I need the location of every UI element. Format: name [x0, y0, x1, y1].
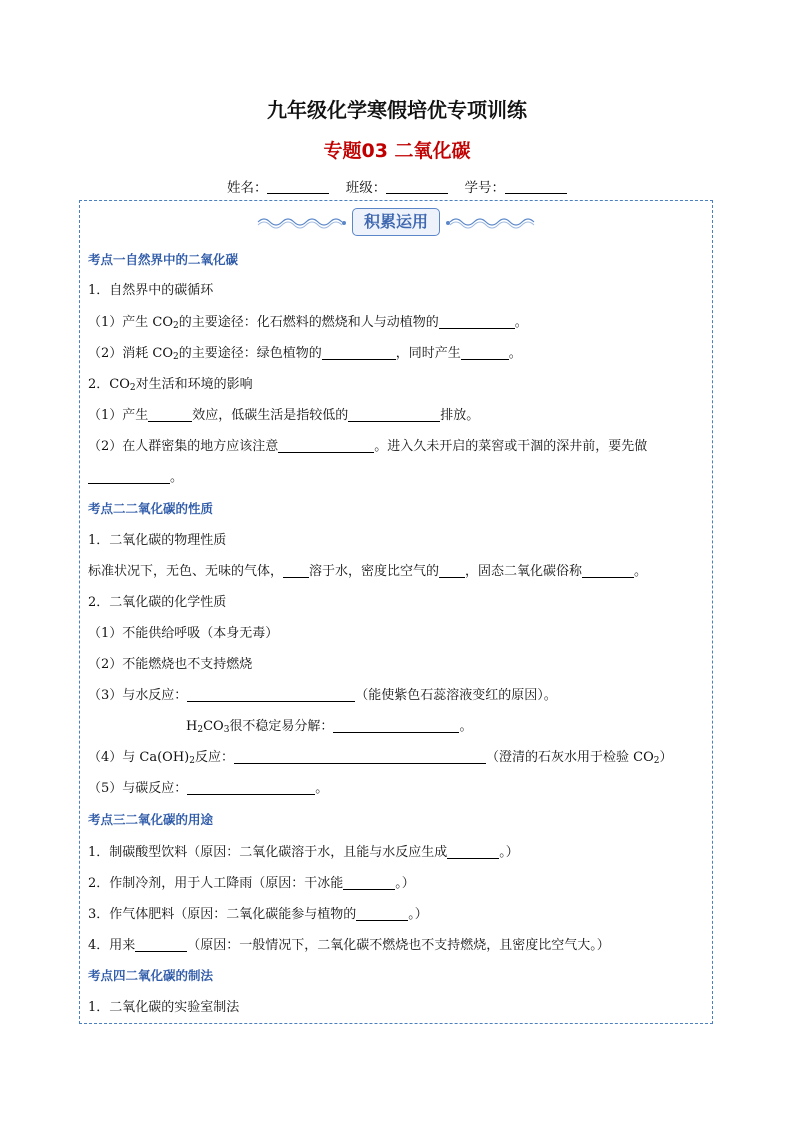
item-no-combustion: （2）不能燃烧也不支持燃烧 [88, 657, 253, 672]
student-info-row [0, 176, 794, 196]
item-limewater-reaction: （4）与 $Ca(OH)_2$反应： （澄清的石灰水用于检验 $CO_2$） [88, 750, 673, 766]
answer-blank[interactable] [333, 718, 459, 733]
item-fire-extinguish: 4．用来 （原因：一般情况下，二氧化碳不燃烧也不支持燃烧，且密度比空气大。） [88, 938, 610, 953]
answer-blank[interactable] [356, 906, 408, 921]
answer-blank[interactable] [439, 563, 465, 578]
item-co2-consumption: （2）消耗 $CO_2$的主要途径：绿色植物的 ，同时产生 。 [88, 346, 522, 362]
class-blank[interactable] [386, 180, 448, 194]
document-title: 九年级化学寒假培优专项训练 [267, 98, 527, 122]
answer-blank[interactable] [234, 749, 486, 764]
item-co2-impact: 2．$CO_2$对生活和环境的影响 [88, 377, 253, 393]
item-carbon-reaction: （5）与碳反应： 。 [88, 781, 329, 796]
section-heading-2: 考点二二氧化碳的性质 [88, 501, 214, 516]
answer-blank[interactable] [447, 844, 499, 859]
item-carbonated-drink: 1．制碳酸型饮料（原因：二氧化碳溶于水，且能与水反应生成 。） [88, 845, 519, 860]
answer-blank[interactable] [187, 780, 315, 795]
section-heading-4: 考点四二氧化碳的制法 [88, 968, 214, 983]
wave-ornament-left-icon [256, 214, 348, 230]
item-no-respiration: （1）不能供给呼吸（本身无毒） [88, 626, 279, 641]
wave-ornament-right-icon [444, 214, 536, 230]
answer-blank[interactable] [343, 875, 395, 890]
item-co2-production: （1）产生 $CO_2$的主要途径：化石燃料的燃烧和人与动植物的 。 [88, 315, 528, 331]
answer-blank[interactable] [461, 345, 509, 360]
item-physical-desc: 标准状况下，无色、无味的气体， 溶于水，密度比空气的 ，固态二氧化碳俗称 。 [88, 564, 648, 579]
section-banner [0, 208, 794, 238]
id-blank[interactable] [505, 180, 567, 194]
answer-blank[interactable] [187, 687, 355, 702]
answer-blank[interactable] [148, 407, 192, 422]
answer-blank[interactable] [582, 563, 634, 578]
answer-blank[interactable] [439, 314, 515, 329]
answer-blank[interactable] [283, 563, 309, 578]
item-crowd-safety: （2）在人群密集的地方应该注意 。进入久未开启的菜窖或干涸的深井前，要先做 [88, 439, 648, 454]
item-chemical-props: 2．二氧化碳的化学性质 [88, 595, 227, 610]
item-greenhouse: （1）产生 效应，低碳生活是指较低的 排放。 [88, 408, 480, 423]
item-crowd-safety-cont: 。 [88, 468, 710, 488]
banner-title: 积累运用 [352, 208, 440, 236]
item-carbon-cycle: 1．自然界中的碳循环 [88, 283, 214, 298]
item-gas-fertilizer: 3．作气体肥料（原因：二氧化碳能参与植物的 。） [88, 907, 428, 922]
class-label: 班级： [345, 180, 387, 196]
answer-blank[interactable] [88, 469, 170, 484]
name-label: 姓名： [226, 180, 268, 196]
section-heading-1: 考点一自然界中的二氧化碳 [88, 252, 239, 267]
item-physical-props: 1．二氧化碳的物理性质 [88, 533, 227, 548]
name-blank[interactable] [267, 180, 329, 194]
answer-blank[interactable] [322, 345, 396, 360]
item-lab-preparation: 1．二氧化碳的实验室制法 [88, 1000, 240, 1015]
answer-blank[interactable] [278, 438, 374, 453]
item-refrigerant: 2．作制冷剂，用于人工降雨（原因：干冰能 。） [88, 876, 415, 891]
id-label: 学号： [464, 180, 506, 196]
item-water-reaction: （3）与水反应： （能使紫色石蕊溶液变红的原因）。 [88, 688, 557, 703]
answer-blank[interactable] [135, 937, 187, 952]
answer-blank[interactable] [348, 407, 440, 422]
item-carbonic-decompose: $H_2CO_3$很不稳定易分解： 。 [186, 719, 473, 735]
section-heading-3: 考点三二氧化碳的用途 [88, 812, 214, 827]
topic-subtitle: 专题03 二氧化碳 [323, 140, 471, 162]
